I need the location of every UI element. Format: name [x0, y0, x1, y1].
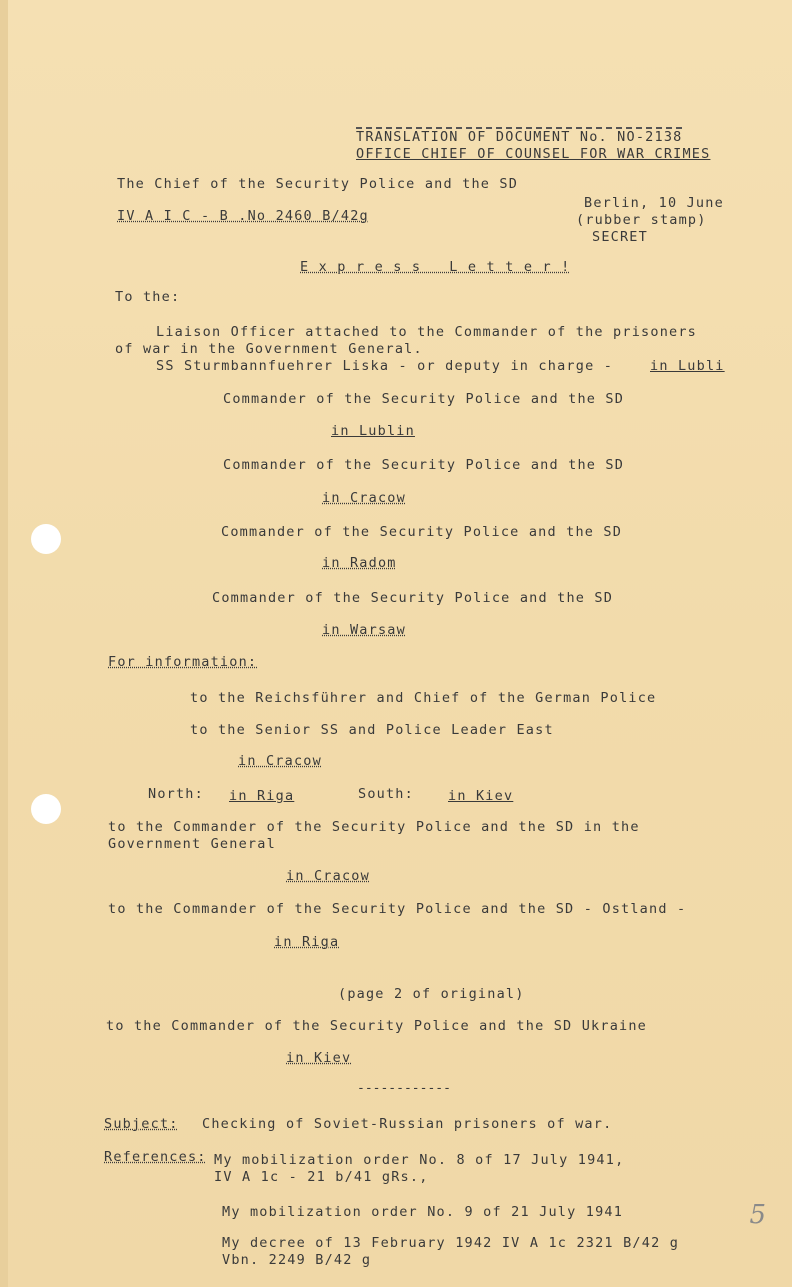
north-label: North:	[148, 786, 204, 802]
info-4-place: in Riga	[274, 934, 340, 950]
recipient-4-place: in Warsaw	[322, 622, 406, 638]
page-note: (page 2 of original)	[338, 986, 525, 1002]
info-3-place: in Cracow	[286, 868, 370, 884]
info-5: to the Commander of the Security Police and the SD Ukraine	[106, 1018, 648, 1034]
recipient-3-place: in Radom	[322, 555, 397, 571]
reference-number: IV A I C - B .No 2460 B/42g	[117, 208, 369, 224]
punch-hole-bottom	[31, 794, 61, 824]
north-place: in Riga	[229, 788, 295, 804]
for-information-label: For information:	[108, 654, 258, 670]
page-edge	[0, 0, 8, 1287]
liaison-line2: of war in the Government General.	[115, 341, 423, 357]
info-4: to the Commander of the Security Police and the SD - Ostland -	[108, 901, 687, 917]
liaison-place: in Lubli	[650, 358, 725, 374]
reference-2: My mobilization order No. 9 of 21 July 1941	[222, 1204, 624, 1220]
separator: ------------	[357, 1081, 451, 1096]
info-3-line1: to the Commander of the Security Police and the SD in the	[108, 819, 640, 835]
references-label: References:	[104, 1149, 207, 1165]
south-label: South:	[358, 786, 414, 802]
rubber-stamp: (rubber stamp)	[576, 212, 707, 228]
classification: SECRET	[592, 229, 648, 245]
reference-1-line2: IV A 1c - 21 b/41 gRs.,	[214, 1169, 429, 1185]
translation-header-line2: OFFICE CHIEF OF COUNSEL FOR WAR CRIMES	[356, 146, 711, 162]
liaison-line1: Liaison Officer attached to the Commander of the prisoners	[156, 324, 698, 340]
info-3-line2: Government General	[108, 836, 276, 852]
info-5-place: in Kiev	[286, 1050, 352, 1066]
subject-text: Checking of Soviet-Russian prisoners of war.	[202, 1116, 613, 1132]
recipient-2: Commander of the Security Police and the SD	[223, 457, 625, 473]
subject-label: Subject:	[104, 1116, 179, 1132]
recipient-4: Commander of the Security Police and the SD	[212, 590, 614, 606]
liaison-line3: SS Sturmbannfuehrer Liska - or deputy in charge -	[156, 358, 614, 374]
sender: The Chief of the Security Police and the SD	[117, 176, 519, 192]
info-1: to the Reichsführer and Chief of the German Police	[190, 690, 657, 706]
page-mark: 5	[749, 1200, 766, 1230]
recipient-3: Commander of the Security Police and the SD	[221, 524, 623, 540]
reference-3-line2: Vbn. 2249 B/42 g	[222, 1252, 372, 1268]
info-2: to the Senior SS and Police Leader East	[190, 722, 554, 738]
recipient-1-place: in Lublin	[331, 423, 415, 439]
translation-header-line1: TRANSLATION OF DOCUMENT No. NO-2138	[356, 129, 683, 145]
punch-hole-top	[31, 524, 61, 554]
reference-3-line1: My decree of 13 February 1942 IV A 1c 2321 B/42 g	[222, 1235, 680, 1251]
recipient-1: Commander of the Security Police and the SD	[223, 391, 625, 407]
info-2-place: in Cracow	[238, 753, 322, 769]
recipient-2-place: in Cracow	[322, 490, 406, 506]
letter-type: E x p r e s s L e t t e r !	[300, 259, 571, 275]
place-date: Berlin, 10 June	[584, 195, 724, 211]
to-label: To the:	[115, 289, 181, 305]
reference-1-line1: My mobilization order No. 8 of 17 July 1941,	[214, 1152, 625, 1168]
south-place: in Kiev	[448, 788, 514, 804]
